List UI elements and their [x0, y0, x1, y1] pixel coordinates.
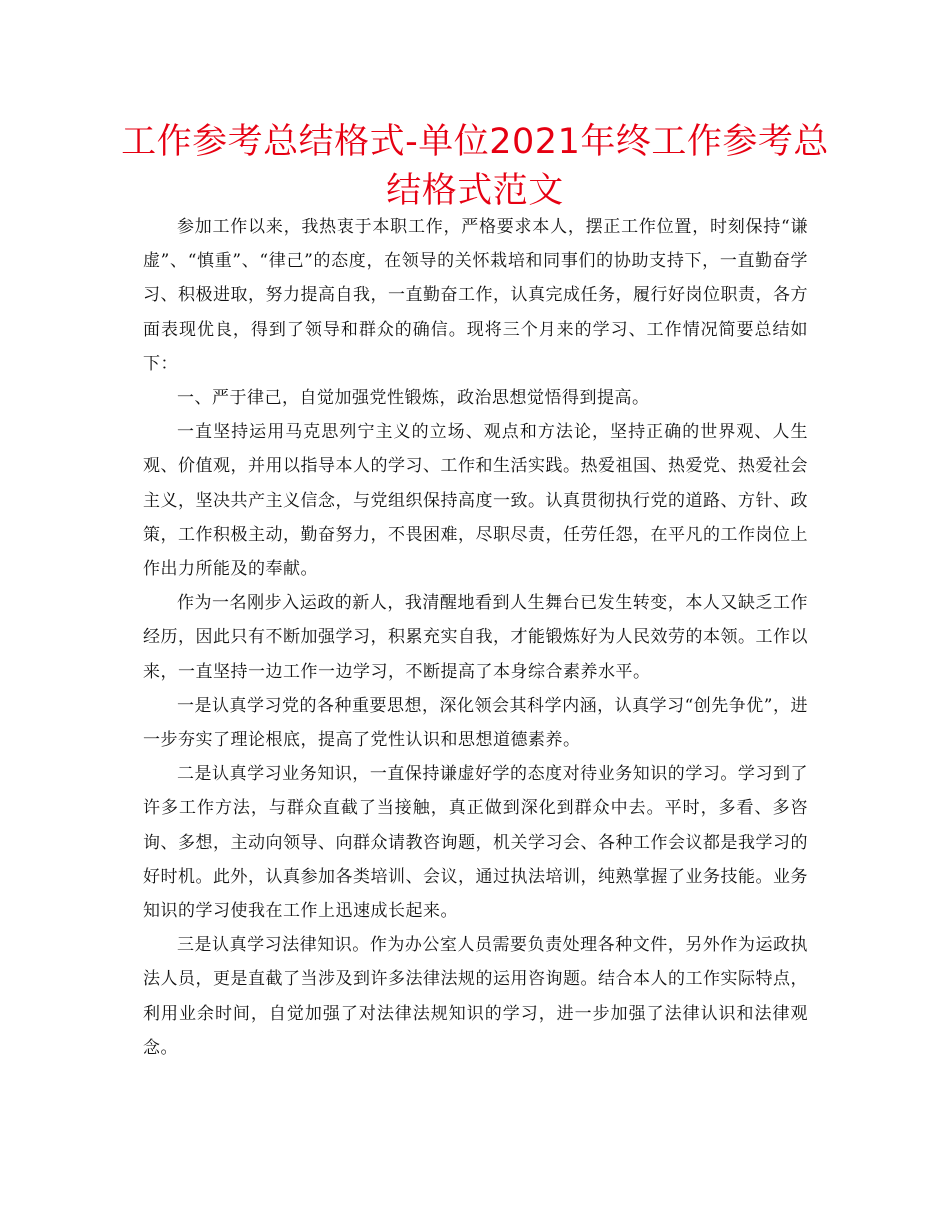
paragraph-third-point: 三是认真学习法律知识。作为办公室人员需要负责处理各种文件，另外作为运政执法人员，更是直截了当涉及到许多法律法规的运用咨询题。结合本人的工作实际特点，利用业余时间，自觉加强了对法律法规知识的学习，进一步加强了法律认识和法律观念。: [143, 935, 808, 1058]
paragraph-first-point: 一是认真学习党的各种重要思想，深化领会其科学内涵，认真学习“创先争优”，进一步夯实了理论根底，提高了党性认识和思想道德素养。: [143, 695, 808, 751]
document-body: [143, 210, 808, 1065]
paragraph-new-member-learning: 作为一名刚步入运政的新人，我清醒地看到人生舞台已发生转变，本人又缺乏工作经历，因此只有不断加强学习，积累充实自我，才能锻炼好为人民效劳的本领。工作以来，一直坚持一边工作一边学习，不断提高了本身综合素养水平。: [143, 593, 808, 682]
paragraph-second-point: 二是认真学习业务知识，一直保持谦虚好学的态度对待业务知识的学习。学习到了许多工作方法，与群众直截了当接触，真正做到深化到群众中去。平时，多看、多咨询、多想，主动向领导、向群众请教咨询题，机关学习会、各种工作会议都是我学习的好时机。此外，认真参加各类培训、会议，通过执法培训，纯熟掌握了业务技能。业务知识的学习使我在工作上迅速成长起来。: [143, 764, 808, 922]
paragraph-political-thought: 一直坚持运用马克思列宁主义的立场、观点和方法论，坚持正确的世界观、人生观、价值观，并用以指导本人的学习、工作和生活实践。热爱祖国、热爱党、热爱社会主义，坚决共产主义信念，与党组织保持高度一致。认真贯彻执行党的道路、方针、政策，工作积极主动，勤奋努力，不畏困难，尽职尽责，任劳任怨，在平凡的工作岗位上作出力所能及的奉献。: [143, 422, 808, 580]
paragraph-section-one-heading: 一、严于律己，自觉加强党性锻炼，政治思想觉悟得到提高。: [177, 388, 650, 409]
paragraph-intro: 参加工作以来，我热衷于本职工作，严格要求本人，摆正工作位置，时刻保持“谦虚”、“慎重”、“律己”的态度，在领导的关怀栽培和同事们的协助支持下，一直勤奋学习、积极进取，努力提高自我，一直勤奋工作，认真完成任务，履行好岗位职责，各方面表现优良，得到了领导和群众的确信。现将三个月来的学习、工作情况简要总结如下：: [143, 217, 808, 374]
document-title: 工作参考总结格式-单位2021年终工作参考总结格式范文: [121, 122, 829, 211]
